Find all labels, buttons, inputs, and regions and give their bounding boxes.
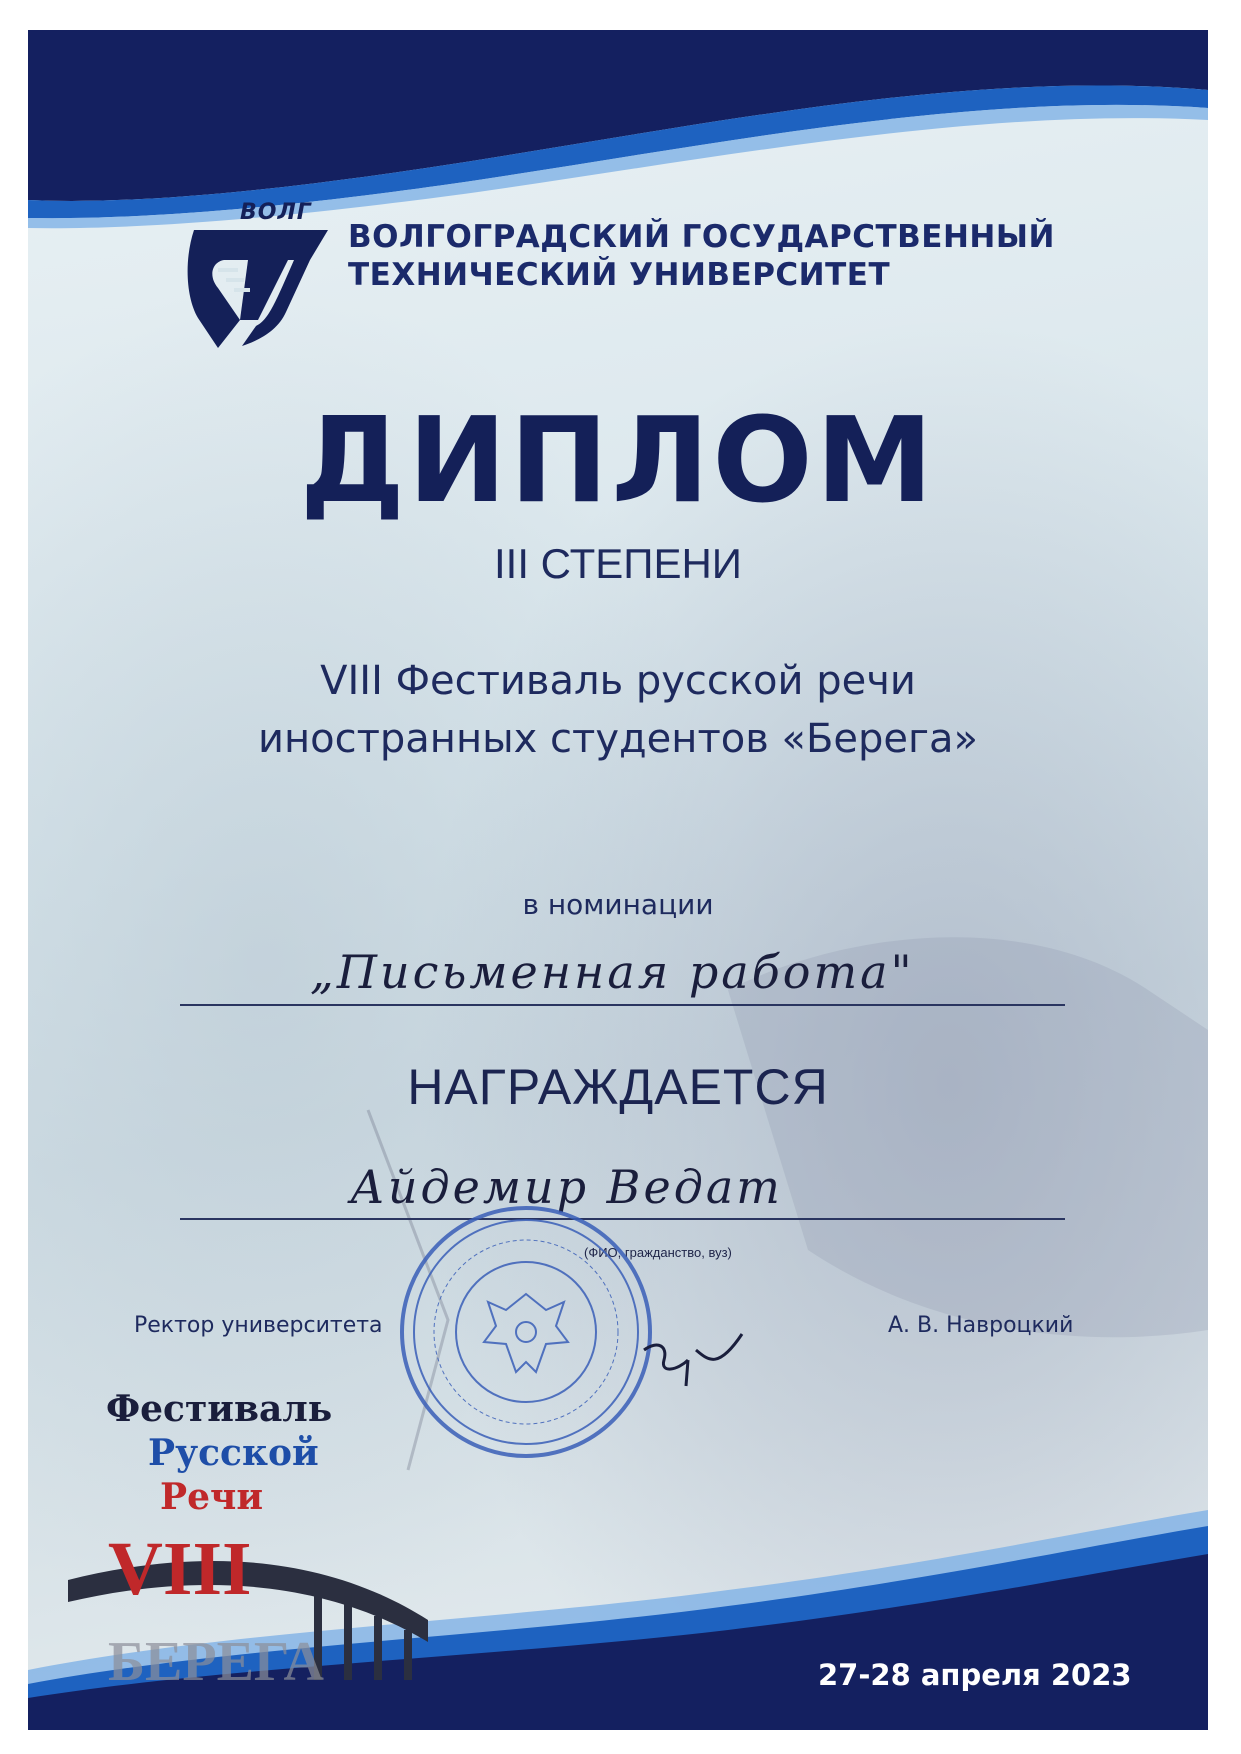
festival-name <box>28 652 1208 768</box>
diploma-title: ДИПЛОМ <box>299 391 937 529</box>
diploma-degree: III СТЕПЕНИ <box>493 540 742 587</box>
festival-date: 27-28 апреля 2023 <box>818 1658 1132 1692</box>
diploma-sheet <box>28 30 1208 1730</box>
festival-logo-name: БЕРЕГА <box>108 1631 324 1693</box>
rector-position: Ректор университета <box>134 1313 383 1338</box>
university-name <box>348 218 1068 294</box>
festival-line-2: иностранных студентов «Берега» <box>257 716 979 762</box>
festival-logo <box>68 1380 448 1700</box>
awardee-hint: (ФИО, гражданство, вуз) <box>584 1245 732 1260</box>
logo-text: ВОЛГ <box>240 200 312 225</box>
university-line-2: ТЕХНИЧЕСКИЙ УНИВЕРСИТЕТ <box>348 257 891 293</box>
nomination-underline <box>180 1004 1065 1006</box>
rector-name: А. В. Навроцкий <box>888 1313 1074 1338</box>
nomination-value: „Письменная работа" <box>310 945 915 999</box>
festival-logo-number: VIII <box>108 1527 252 1611</box>
festival-logo-word-1: Фестиваль <box>106 1388 333 1430</box>
festival-line-1: VIII Фестиваль русской речи <box>320 658 916 704</box>
awarded-label: НАГРАЖДАЕТСЯ <box>407 1059 829 1115</box>
festival-logo-word-2: Русской <box>148 1432 319 1474</box>
nomination-label: в номинации <box>522 888 714 921</box>
university-line-1: ВОЛГОГРАДСКИЙ ГОСУДАРСТВЕННЫЙ <box>348 219 1055 255</box>
awardee-name: Айдемир Ведат <box>350 1160 783 1214</box>
rector-signature-icon <box>638 1320 758 1400</box>
university-logo <box>178 200 338 350</box>
festival-logo-word-3: Речи <box>160 1476 264 1518</box>
